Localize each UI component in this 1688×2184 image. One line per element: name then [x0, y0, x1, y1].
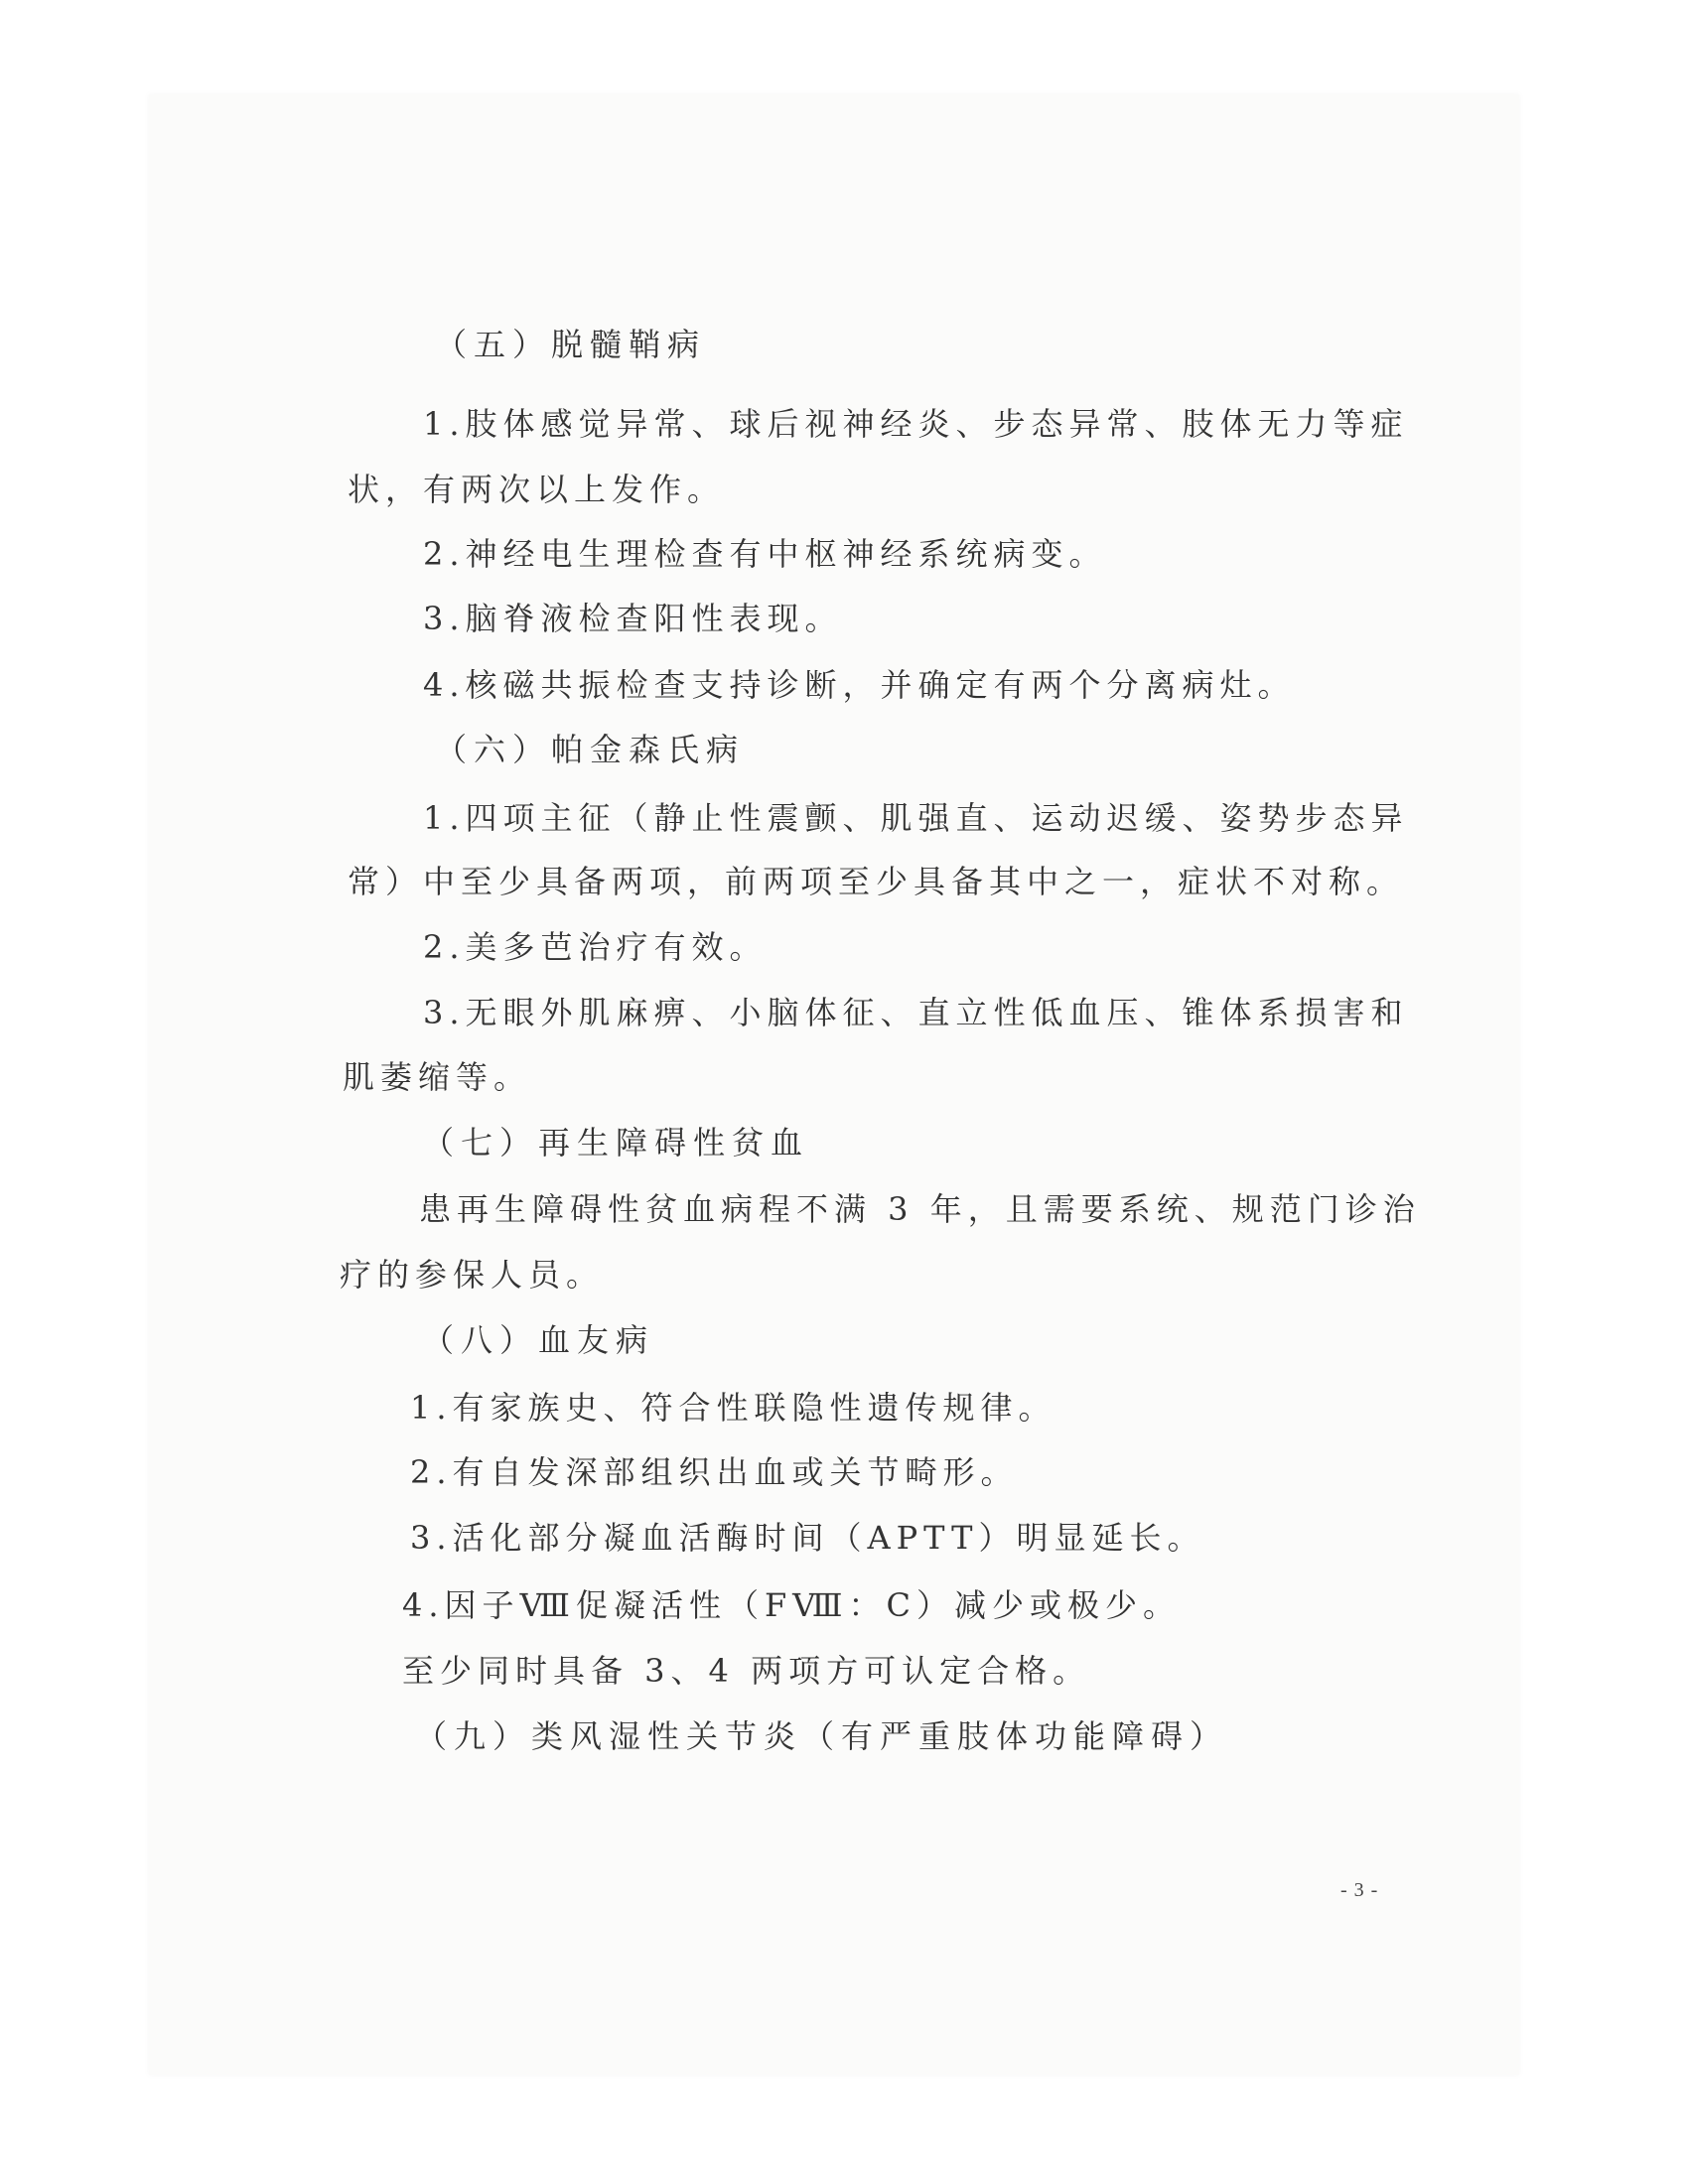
section-8-item-1: 1.有家族史、符合性联隐性遗传规律。 — [410, 1389, 1056, 1427]
section-6-item-3-line-2: 肌萎缩等。 — [343, 1058, 532, 1096]
section-5-item-2: 2.神经电生理检查有中枢神经系统病变。 — [423, 535, 1107, 573]
section-6-heading: （六）帕金森氏病 — [435, 731, 746, 768]
section-8-item-2: 2.有自发深部组织出血或关节畸形。 — [410, 1453, 1019, 1491]
section-8-heading: （八）血友病 — [422, 1321, 655, 1359]
section-5-item-3: 3.脑脊液检查阳性表现。 — [423, 600, 843, 637]
section-7-paragraph-line-2: 疗的参保人员。 — [340, 1256, 605, 1294]
section-8-item-3: 3.活化部分凝血活酶时间（APTT）明显延长。 — [410, 1519, 1205, 1557]
section-6-item-1-line-1: 1.四项主征（静止性震颤、肌强直、运动迟缓、姿势步态异 — [423, 799, 1409, 837]
section-5-item-4: 4.核磁共振检查支持诊断，并确定有两个分离病灶。 — [423, 666, 1296, 704]
section-5-heading: （五）脱髓鞘病 — [435, 326, 707, 363]
section-5-item-1-line-1: 1.肢体感觉异常、球后视神经炎、步态异常、肢体无力等症 — [423, 405, 1409, 443]
section-6-item-2: 2.美多芭治疗有效。 — [423, 928, 768, 966]
section-8-note: 至少同时具备 3、4 两项方可认定合格。 — [402, 1652, 1091, 1690]
section-6-item-3-line-1: 3.无眼外肌麻痹、小脑体征、直立性低血压、锥体系损害和 — [423, 994, 1409, 1031]
section-7-paragraph-line-1: 患再生障碍性贫血病程不满 3 年，且需要系统、规范门诊治 — [419, 1190, 1421, 1228]
section-7-heading: （七）再生障碍性贫血 — [422, 1124, 810, 1161]
section-8-item-4: 4.因子Ⅷ促凝活性（FⅧ：C）减少或极少。 — [402, 1586, 1182, 1624]
section-5-item-1-line-2: 状，有两次以上发作。 — [348, 471, 726, 508]
page-number: - 3 - — [1340, 1879, 1379, 1901]
section-6-item-1-line-2: 常）中至少具备两项，前两项至少具备其中之一，症状不对称。 — [348, 863, 1405, 900]
section-9-heading: （九）类风湿性关节炎（有严重肢体功能障碍） — [415, 1717, 1229, 1755]
